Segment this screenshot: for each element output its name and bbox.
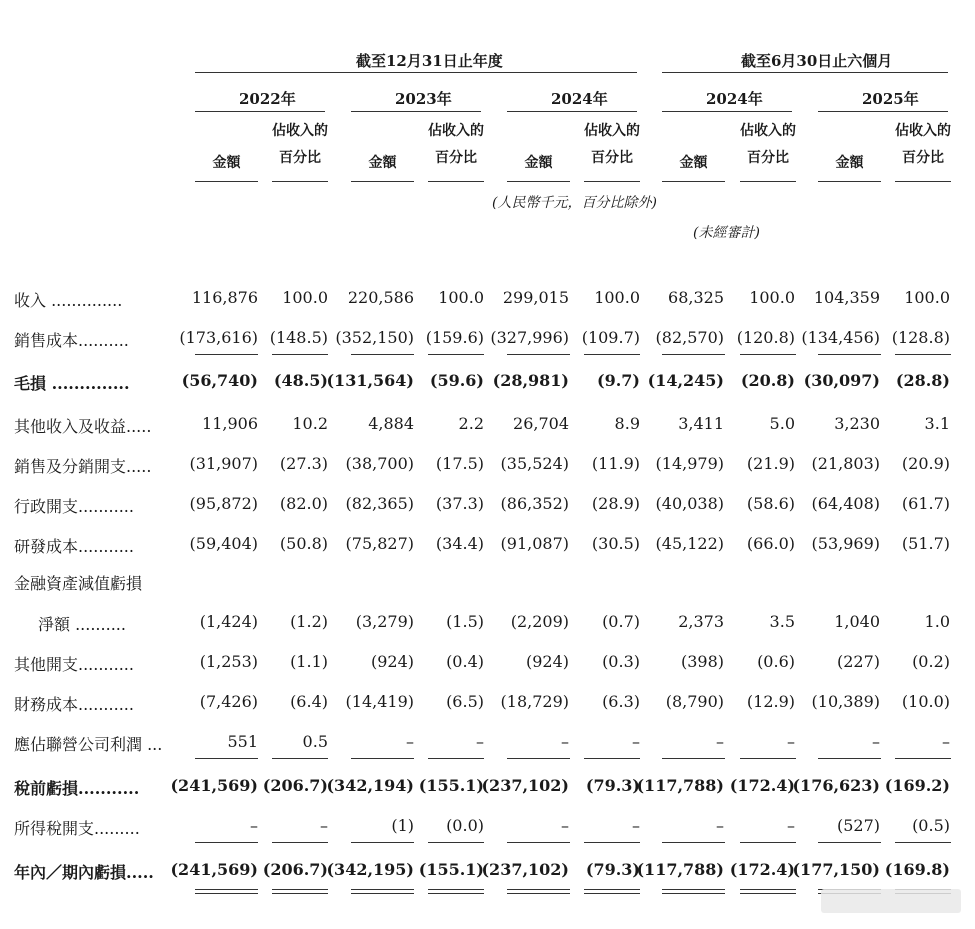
amount-cell: 4,884 — [368, 414, 414, 433]
percent-cell: (0.3) — [602, 652, 640, 671]
col-header-amount: 金額 — [212, 155, 241, 171]
percent-cell: 3.5 — [769, 612, 795, 631]
col-header-rule — [818, 181, 881, 182]
percent-cell: – — [942, 732, 950, 751]
col-header-pct-line1: 佔收入的 — [740, 123, 796, 139]
row-label: 銷售成本.......... — [14, 331, 129, 350]
amount-cell: (342,194) — [326, 776, 414, 795]
percent-cell: (66.0) — [746, 534, 795, 553]
amount-cell: (45,122) — [655, 534, 724, 553]
percent-cell: (172.4) — [729, 776, 795, 795]
subtotal-rule — [895, 758, 951, 759]
percent-cell: (1.1) — [290, 652, 328, 671]
percent-cell: (159.6) — [425, 328, 484, 347]
year-rule-2024 — [507, 111, 637, 112]
percent-cell: (0.0) — [446, 816, 484, 835]
row-label: 應佔聯營公司利潤 ... — [14, 735, 163, 754]
amount-cell: (53,969) — [811, 534, 880, 553]
amount-cell: (2,209) — [510, 612, 569, 631]
percent-cell: (169.2) — [884, 776, 950, 795]
subtotal-rule — [428, 842, 484, 843]
amount-cell: 2,373 — [678, 612, 724, 631]
percent-cell: – — [320, 816, 328, 835]
subtotal-rule — [584, 758, 640, 759]
amount-cell: (924) — [370, 652, 414, 671]
row-label: 其他開支........... — [14, 655, 134, 674]
col-header-rule — [272, 181, 328, 182]
amount-cell: (237,102) — [481, 860, 569, 879]
col-header-amount: 金額 — [835, 155, 864, 171]
percent-cell: (155.1) — [418, 860, 484, 879]
percent-cell: – — [787, 732, 795, 751]
percent-cell: 3.1 — [924, 414, 950, 433]
subtotal-rule — [740, 758, 796, 759]
amount-cell: – — [561, 732, 569, 751]
row-label: 稅前虧損........... — [14, 779, 140, 798]
row-label: 銷售及分銷開支..... — [14, 457, 152, 476]
amount-cell: (1) — [391, 816, 414, 835]
percent-cell: (58.6) — [746, 494, 795, 513]
subtotal-rule — [662, 758, 725, 759]
col-header-amount-cell — [351, 150, 414, 177]
amount-cell: (10,389) — [811, 692, 880, 711]
percent-cell: (6.5) — [446, 692, 484, 711]
amount-cell: (64,408) — [811, 494, 880, 513]
amount-cell: (227) — [836, 652, 880, 671]
percent-cell: (17.5) — [435, 454, 484, 473]
amount-cell: – — [872, 732, 880, 751]
amount-cell: 3,411 — [678, 414, 724, 433]
percent-cell: (51.7) — [901, 534, 950, 553]
amount-cell: (1,424) — [199, 612, 258, 631]
col-header-rule — [662, 181, 725, 182]
subtotal-rule — [507, 758, 570, 759]
amount-cell: 104,359 — [813, 288, 880, 307]
percent-cell: (128.8) — [891, 328, 950, 347]
percent-cell: (169.8) — [884, 860, 950, 879]
amount-cell: (21,803) — [811, 454, 880, 473]
percent-cell: (206.7) — [262, 776, 328, 795]
percent-cell: (1.5) — [446, 612, 484, 631]
percent-cell: (50.8) — [279, 534, 328, 553]
col-header-amount-cell — [507, 150, 570, 177]
amount-cell: 68,325 — [668, 288, 724, 307]
amount-cell: 551 — [227, 732, 258, 751]
col-header-amount-cell — [818, 150, 881, 177]
amount-cell: 3,230 — [834, 414, 880, 433]
amount-cell: (177,150) — [792, 860, 880, 879]
amount-cell: (35,524) — [500, 454, 569, 473]
watermark — [821, 889, 961, 913]
percent-cell: – — [787, 816, 795, 835]
amount-cell: (117,788) — [636, 860, 724, 879]
percent-cell: (120.8) — [736, 328, 795, 347]
percent-cell: (148.5) — [269, 328, 328, 347]
amount-cell: – — [716, 732, 724, 751]
amount-cell: – — [250, 816, 258, 835]
amount-cell: (342,195) — [326, 860, 414, 879]
subtotal-rule — [272, 758, 328, 759]
row-label: 行政開支........... — [14, 497, 134, 516]
amount-cell: (241,569) — [170, 776, 258, 795]
amount-cell: 116,876 — [191, 288, 258, 307]
percent-cell: (172.4) — [729, 860, 795, 879]
percent-cell: 100.0 — [594, 288, 640, 307]
percent-cell: (28.8) — [895, 371, 950, 390]
amount-cell: (924) — [525, 652, 569, 671]
amount-cell: (176,623) — [792, 776, 880, 795]
amount-cell: 299,015 — [502, 288, 569, 307]
col-header-pct-line2: 百分比 — [902, 150, 944, 166]
col-header-rule — [584, 181, 640, 182]
amount-cell: – — [561, 816, 569, 835]
year-header-2024-half: 2024年 — [706, 90, 763, 108]
col-header-pct-line1: 佔收入的 — [272, 123, 328, 139]
col-header-amount-cell — [195, 150, 258, 177]
amount-cell: (40,038) — [655, 494, 724, 513]
col-header-pct-line2: 百分比 — [591, 150, 633, 166]
total-double-rule — [428, 889, 484, 894]
amount-cell: (7,426) — [199, 692, 258, 711]
row-label: 財務成本........... — [14, 695, 134, 714]
row-label: 其他收入及收益..... — [14, 417, 152, 436]
percent-cell: (0.2) — [912, 652, 950, 671]
total-double-rule — [195, 889, 258, 894]
subtotal-rule — [895, 842, 951, 843]
group-rule-half — [662, 72, 948, 73]
percent-cell: (0.7) — [602, 612, 640, 631]
amount-cell: (1,253) — [199, 652, 258, 671]
col-header-amount: 金額 — [679, 155, 708, 171]
amount-cell: – — [406, 732, 414, 751]
amount-cell: (131,564) — [326, 371, 414, 390]
percent-cell: 2.2 — [458, 414, 484, 433]
amount-cell: – — [716, 816, 724, 835]
group-header-half: 截至6月30日止六個月 — [741, 52, 893, 70]
amount-cell: (14,419) — [345, 692, 414, 711]
row-label: 年內／期內虧損..... — [14, 863, 154, 882]
amount-cell: (82,570) — [655, 328, 724, 347]
percent-cell: (10.0) — [901, 692, 950, 711]
col-header-amount-cell — [662, 150, 725, 177]
percent-cell: (61.7) — [901, 494, 950, 513]
total-double-rule — [507, 889, 570, 894]
percent-cell: (59.6) — [429, 371, 484, 390]
col-header-rule — [351, 181, 414, 182]
unaudited-note: (未經審計) — [693, 225, 760, 241]
col-header-pct-cell — [740, 118, 796, 172]
subtotal-rule — [662, 354, 725, 355]
amount-cell: (31,907) — [189, 454, 258, 473]
percent-cell: – — [632, 816, 640, 835]
percent-cell: (6.4) — [290, 692, 328, 711]
subtotal-rule — [818, 842, 881, 843]
amount-cell: (75,827) — [345, 534, 414, 553]
percent-cell: (0.5) — [912, 816, 950, 835]
percent-cell: 100.0 — [282, 288, 328, 307]
subtotal-rule — [195, 758, 258, 759]
col-header-pct-cell — [895, 118, 951, 172]
percent-cell: 100.0 — [438, 288, 484, 307]
subtotal-rule — [818, 758, 881, 759]
subtotal-rule — [818, 354, 881, 355]
row-label: 淨額 .......... — [38, 615, 126, 634]
percent-cell: (21.9) — [746, 454, 795, 473]
amount-cell: (38,700) — [345, 454, 414, 473]
percent-cell: (30.5) — [591, 534, 640, 553]
percent-cell: (0.4) — [446, 652, 484, 671]
percent-cell: (155.1) — [418, 776, 484, 795]
percent-cell: (9.7) — [597, 371, 640, 390]
percent-cell: (109.7) — [581, 328, 640, 347]
row-label: 所得稅開支......... — [14, 819, 140, 838]
subtotal-rule — [584, 842, 640, 843]
amount-cell: 220,586 — [347, 288, 414, 307]
subtotal-rule — [507, 842, 570, 843]
amount-cell: (28,981) — [492, 371, 569, 390]
subtotal-rule — [428, 354, 484, 355]
percent-cell: 100.0 — [904, 288, 950, 307]
col-header-pct-cell — [272, 118, 328, 172]
row-label: 研發成本........... — [14, 537, 134, 556]
amount-cell: (82,365) — [345, 494, 414, 513]
percent-cell: (37.3) — [435, 494, 484, 513]
subtotal-rule — [740, 842, 796, 843]
col-header-pct-line2: 百分比 — [279, 150, 321, 166]
percent-cell: (48.5) — [273, 371, 328, 390]
amount-cell: (14,245) — [647, 371, 724, 390]
subtotal-rule — [895, 354, 951, 355]
amount-cell: (14,979) — [655, 454, 724, 473]
amount-cell: (3,279) — [355, 612, 414, 631]
percent-cell: (82.0) — [279, 494, 328, 513]
total-double-rule — [584, 889, 640, 894]
amount-cell: (117,788) — [636, 776, 724, 795]
percent-cell: (11.9) — [591, 454, 640, 473]
percent-cell: (34.4) — [435, 534, 484, 553]
year-header-2025-half: 2025年 — [862, 90, 919, 108]
col-header-rule — [895, 181, 951, 182]
col-header-amount: 金額 — [368, 155, 397, 171]
subtotal-rule — [351, 758, 414, 759]
amount-cell: (8,790) — [665, 692, 724, 711]
amount-cell: (527) — [836, 816, 880, 835]
group-rule-year — [195, 72, 637, 73]
row-label: 收入 .............. — [14, 291, 123, 310]
subtotal-rule — [351, 842, 414, 843]
col-header-pct-line2: 百分比 — [747, 150, 789, 166]
amount-cell: (91,087) — [500, 534, 569, 553]
subtotal-rule — [662, 842, 725, 843]
amount-cell: (352,150) — [335, 328, 414, 347]
percent-cell: 8.9 — [614, 414, 640, 433]
amount-cell: 26,704 — [513, 414, 569, 433]
col-header-rule — [428, 181, 484, 182]
amount-cell: (30,097) — [803, 371, 880, 390]
percent-cell: – — [476, 732, 484, 751]
amount-cell: (18,729) — [500, 692, 569, 711]
amount-cell: (398) — [680, 652, 724, 671]
percent-cell: 1.0 — [924, 612, 950, 631]
subtotal-rule — [351, 354, 414, 355]
subtotal-rule — [272, 842, 328, 843]
amount-cell: 11,906 — [202, 414, 258, 433]
col-header-pct-line1: 佔收入的 — [895, 123, 951, 139]
col-header-pct-line2: 百分比 — [435, 150, 477, 166]
unit-note: (人民幣千元，百分比除外) — [492, 195, 657, 211]
percent-cell: (20.9) — [901, 454, 950, 473]
group-header-year: 截至12月31日止年度 — [356, 52, 503, 70]
row-label: 毛損 .............. — [14, 374, 130, 393]
amount-cell: 1,040 — [834, 612, 880, 631]
subtotal-rule — [584, 354, 640, 355]
subtotal-rule — [507, 354, 570, 355]
year-header-2023: 2023年 — [395, 90, 452, 108]
col-header-rule — [740, 181, 796, 182]
percent-cell: 10.2 — [292, 414, 328, 433]
col-header-amount: 金額 — [524, 155, 553, 171]
year-rule-2023 — [351, 111, 481, 112]
subtotal-rule — [272, 354, 328, 355]
percent-cell: (206.7) — [262, 860, 328, 879]
amount-cell: (173,616) — [179, 328, 258, 347]
percent-cell: (1.2) — [290, 612, 328, 631]
percent-cell: (6.3) — [602, 692, 640, 711]
amount-cell: (95,872) — [189, 494, 258, 513]
percent-cell: 5.0 — [769, 414, 795, 433]
percent-cell: (27.3) — [279, 454, 328, 473]
percent-cell: (20.8) — [740, 371, 795, 390]
year-header-2022: 2022年 — [239, 90, 296, 108]
year-rule-2022 — [195, 111, 325, 112]
percent-cell: 0.5 — [302, 732, 328, 751]
amount-cell: (86,352) — [500, 494, 569, 513]
percent-cell: (79.3) — [585, 860, 640, 879]
amount-cell: (59,404) — [189, 534, 258, 553]
col-header-pct-line1: 佔收入的 — [428, 123, 484, 139]
col-header-rule — [195, 181, 258, 182]
subtotal-rule — [428, 758, 484, 759]
percent-cell: (0.6) — [757, 652, 795, 671]
col-header-pct-cell — [584, 118, 640, 172]
col-header-rule — [507, 181, 570, 182]
percent-cell: – — [632, 732, 640, 751]
percent-cell: 100.0 — [749, 288, 795, 307]
year-rule-2025-half — [818, 111, 948, 112]
amount-cell: (134,456) — [801, 328, 880, 347]
percent-cell: (28.9) — [591, 494, 640, 513]
total-double-rule — [272, 889, 328, 894]
subtotal-rule — [195, 842, 258, 843]
percent-cell: (79.3) — [585, 776, 640, 795]
subtotal-rule — [740, 354, 796, 355]
year-rule-2024-half — [662, 111, 792, 112]
row-label: 金融資產減值虧損 — [14, 574, 143, 593]
amount-cell: (241,569) — [170, 860, 258, 879]
col-header-pct-cell — [428, 118, 484, 172]
total-double-rule — [351, 889, 414, 894]
amount-cell: (327,996) — [490, 328, 569, 347]
amount-cell: (237,102) — [481, 776, 569, 795]
col-header-pct-line1: 佔收入的 — [584, 123, 640, 139]
total-double-rule — [740, 889, 796, 894]
amount-cell: (56,740) — [181, 371, 258, 390]
subtotal-rule — [195, 354, 258, 355]
total-double-rule — [662, 889, 725, 894]
percent-cell: (12.9) — [746, 692, 795, 711]
year-header-2024: 2024年 — [551, 90, 608, 108]
